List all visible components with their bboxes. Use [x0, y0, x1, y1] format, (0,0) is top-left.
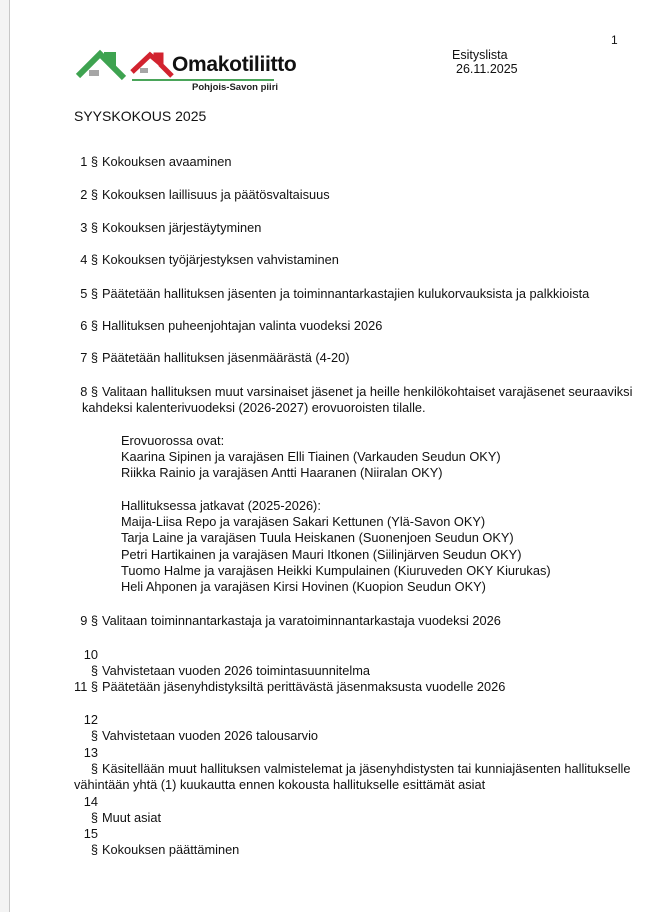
- logo-subtitle: Pohjois-Savon piiri: [192, 82, 279, 93]
- agenda-item-4: [74, 252, 634, 268]
- agenda-number: 6 §: [80, 318, 98, 333]
- agenda-item-1: [74, 154, 634, 170]
- member-pair: Heli Ahponen ja varajäsen Kirsi Hovinen (Kuopion Seudun OKY): [121, 579, 486, 595]
- member-pair: Tarja Laine ja varajäsen Tuula Heiskanen (Suonenjoen Seudun OKY): [121, 530, 514, 546]
- agenda-item-12: [74, 712, 634, 744]
- agenda-text: Hallituksen puheenjohtajan valinta vuodeksi 2026: [102, 318, 383, 333]
- agenda-text: Käsitellään muut hallituksen valmistelemat ja jäsenyhdistysten tai kunniajäsenten hallitukselle: [102, 761, 631, 776]
- agenda-item-10: [74, 647, 634, 679]
- agenda-text: Päätetään hallituksen jäsenten ja toiminnantarkastajien kulukorvauksista ja palkkioista: [102, 286, 590, 301]
- agenda-number: 4 §: [80, 252, 98, 267]
- agenda-text: Vahvistetaan vuoden 2026 toimintasuunnitelma: [102, 663, 370, 678]
- agenda-text: Vahvistetaan vuoden 2026 talousarvio: [102, 728, 319, 743]
- agenda-text: Päätetään hallituksen jäsenmäärästä (4-20): [102, 350, 350, 365]
- agenda-text: Kokouksen työjärjestyksen vahvistaminen: [102, 252, 339, 267]
- agenda-item-13: [74, 745, 634, 793]
- member-pair: Kaarina Sipinen ja varajäsen Elli Tiainen (Varkauden Seudun OKY): [121, 449, 501, 465]
- retiring-members: [121, 433, 501, 482]
- agenda-item-3: [74, 220, 634, 236]
- agenda-number: 13 §: [83, 745, 98, 776]
- member-pair: Petri Hartikainen ja varajäsen Mauri Itkonen (Siilinjärven Seudun OKY): [121, 546, 522, 562]
- agenda-text-continued: vähintään yhtä (1) kuukautta ennen kokousta hallitukselle esittämät asiat: [74, 777, 486, 792]
- agenda-item-6: [74, 318, 634, 334]
- agenda-number: 10 §: [83, 647, 98, 678]
- continuing-heading: Hallituksessa jatkavat (2025-2026):: [121, 498, 321, 513]
- document-date: 26.11.2025: [456, 62, 518, 76]
- agenda-text: Kokouksen päättäminen: [102, 842, 240, 857]
- logo-underline: [132, 79, 274, 81]
- agenda-number: 11 §: [74, 679, 98, 694]
- document-type: Esityslista: [452, 48, 508, 62]
- agenda-number: 15 §: [83, 826, 98, 857]
- member-pair: Maija-Liisa Repo ja varajäsen Sakari Kettunen (Ylä-Savon OKY): [121, 514, 486, 530]
- agenda-text: Muut asiat: [102, 810, 162, 825]
- agenda-text: Valitaan hallituksen muut varsinaiset jäsenet ja heille henkilökohtaiset varajäsenet seuraaviksi: [102, 384, 633, 399]
- meeting-title: SYYSKOKOUS 2025: [74, 108, 207, 124]
- agenda-item-14: [74, 794, 634, 826]
- agenda-number: 5 §: [80, 286, 98, 301]
- agenda-number: 1 §: [80, 154, 98, 169]
- member-pair: Riikka Rainio ja varajäsen Antti Haaranen (Niiralan OKY): [121, 465, 443, 481]
- omakotiliitto-logo: [74, 46, 297, 94]
- page-number: 1: [611, 33, 618, 47]
- agenda-text: Kokouksen avaaminen: [102, 154, 232, 169]
- agenda-number: 8 §: [80, 384, 98, 399]
- agenda-item-7: [74, 350, 634, 366]
- agenda-text: Päätetään jäsenyhdistyksiltä perittävästä jäsenmaksusta vuodelle 2026: [102, 679, 506, 694]
- agenda-number: 3 §: [80, 220, 98, 235]
- agenda-item-11: [74, 679, 634, 695]
- retiring-heading: Erovuorossa ovat:: [121, 433, 225, 448]
- agenda-text: Valitaan toiminnantarkastaja ja varatoiminnantarkastaja vuodeksi 2026: [102, 613, 501, 628]
- agenda-item-2: [74, 187, 634, 203]
- agenda-number: 12 §: [83, 712, 98, 743]
- page-gutter: [0, 0, 10, 912]
- continuing-members: [121, 498, 551, 595]
- agenda-number: 2 §: [80, 187, 98, 202]
- agenda-text-continued: kahdeksi kalenterivuodeksi (2026-2027) erovuoroisten tilalle.: [82, 400, 426, 415]
- agenda-item-15: [74, 826, 634, 858]
- agenda-text: Kokouksen laillisuus ja päätösvaltaisuus: [102, 187, 330, 202]
- agenda-text: Kokouksen järjestäytyminen: [102, 220, 262, 235]
- houses-logo-icon: [74, 46, 174, 82]
- agenda-item-8: [74, 384, 634, 416]
- agenda-number: 7 §: [80, 350, 98, 365]
- member-pair: Tuomo Halme ja varajäsen Heikki Kumpulainen (Kiuruveden OKY Kiurukas): [121, 562, 551, 578]
- logo-wordmark: Omakotiliitto: [172, 53, 297, 76]
- agenda-number: 9 §: [80, 613, 98, 628]
- agenda-item-5: [74, 286, 634, 302]
- agenda-number: 14 §: [83, 794, 98, 825]
- agenda-item-9: [74, 613, 634, 629]
